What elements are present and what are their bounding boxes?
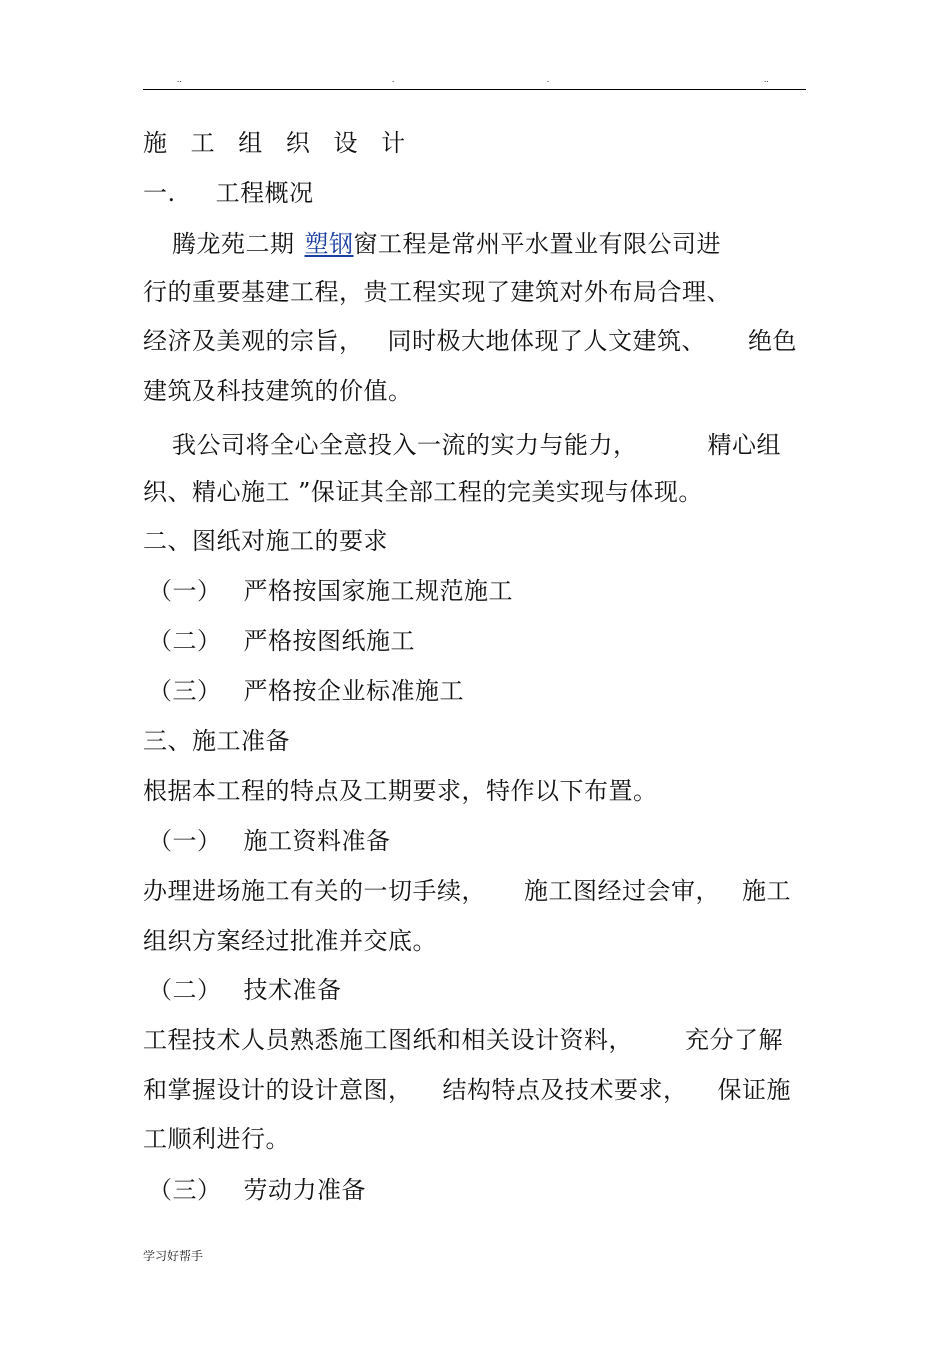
section-title: 工程概况 (215, 179, 314, 207)
paragraph-line (143, 326, 797, 356)
section-number: 一. (143, 179, 176, 207)
list-text: 施工资料准备 (243, 827, 391, 855)
list-text: 技术准备 (243, 976, 342, 1004)
text-run: 腾龙苑二期 (172, 230, 295, 258)
list-number: （一） (148, 577, 222, 605)
paragraph-line (143, 1025, 783, 1055)
text-run: 保证施 (717, 1076, 791, 1104)
text-run: 充分了解 (685, 1026, 783, 1054)
list-item (148, 676, 464, 706)
text-run: 施工图经过会审， (524, 877, 720, 905)
paragraph-line: 根据本工程的特点及工期要求，特作以下布置。 (143, 777, 658, 805)
list-text: 劳动力准备 (243, 1176, 366, 1204)
text-run: 绝色 (748, 327, 797, 355)
text-run: 和掌握设计的设计意图， (143, 1076, 413, 1104)
list-number: （一） (148, 827, 222, 855)
doc-link[interactable]: 塑钢 (304, 230, 354, 258)
header-mark: .. (764, 74, 769, 84)
paragraph-line: 行的重要基建工程，贵工程实现了建筑对外布局合理、 (143, 278, 731, 306)
page-header-marks (143, 74, 806, 88)
list-number: （三） (148, 1176, 222, 1204)
list-text: 严格按企业标准施工 (243, 677, 464, 705)
section-heading-3: 三、施工准备 (143, 727, 290, 755)
page-footer: 学习好帮手 (143, 1249, 204, 1263)
text-run: 窗工程是常州平水置业有限公司进 (353, 230, 721, 258)
list-item (148, 576, 513, 606)
text-run: 结构特点及技术要求， (442, 1076, 688, 1104)
paragraph-line (143, 876, 791, 906)
list-number: （二） (148, 627, 222, 655)
section-heading-1 (143, 178, 314, 208)
subsection-heading (148, 975, 342, 1005)
paragraph-line (172, 229, 721, 259)
paragraph-line (172, 430, 781, 460)
header-mark: . (392, 74, 395, 84)
text-run: 施工 (742, 877, 791, 905)
paragraph-line: 建筑及科技建筑的价值。 (143, 377, 413, 405)
paragraph-line: 工顺利进行。 (143, 1125, 290, 1153)
list-item (148, 626, 415, 656)
list-number: （二） (148, 976, 222, 1004)
list-text: 严格按国家施工规范施工 (243, 577, 513, 605)
subsection-heading (148, 1175, 366, 1205)
paragraph-line (143, 1075, 791, 1105)
section-heading-2: 二、图纸对施工的要求 (143, 527, 388, 555)
header-rule (143, 89, 806, 90)
text-run: 同时极大地体现了人文建筑、 (387, 327, 706, 355)
header-mark: . (547, 74, 550, 84)
paragraph-line: 织、精心施工 ”保证其全部工程的完美实现与体现。 (143, 478, 703, 506)
text-run: 工程技术人员熟悉施工图纸和相关设计资料， (143, 1026, 633, 1054)
list-number: （三） (148, 677, 222, 705)
text-run: 办理进场施工有关的一切手续， (143, 877, 486, 905)
text-run: 我公司将全心全意投入一流的实力与能力， (172, 431, 638, 459)
header-mark: .. (177, 74, 182, 84)
paragraph-line: 组织方案经过批准并交底。 (143, 927, 437, 955)
subsection-heading (148, 826, 391, 856)
text-run: 精心组 (707, 431, 781, 459)
text-run: 经济及美观的宗旨， (143, 327, 364, 355)
document-title: 施 工 组 织 设 计 (143, 129, 414, 157)
list-text: 严格按图纸施工 (243, 627, 415, 655)
